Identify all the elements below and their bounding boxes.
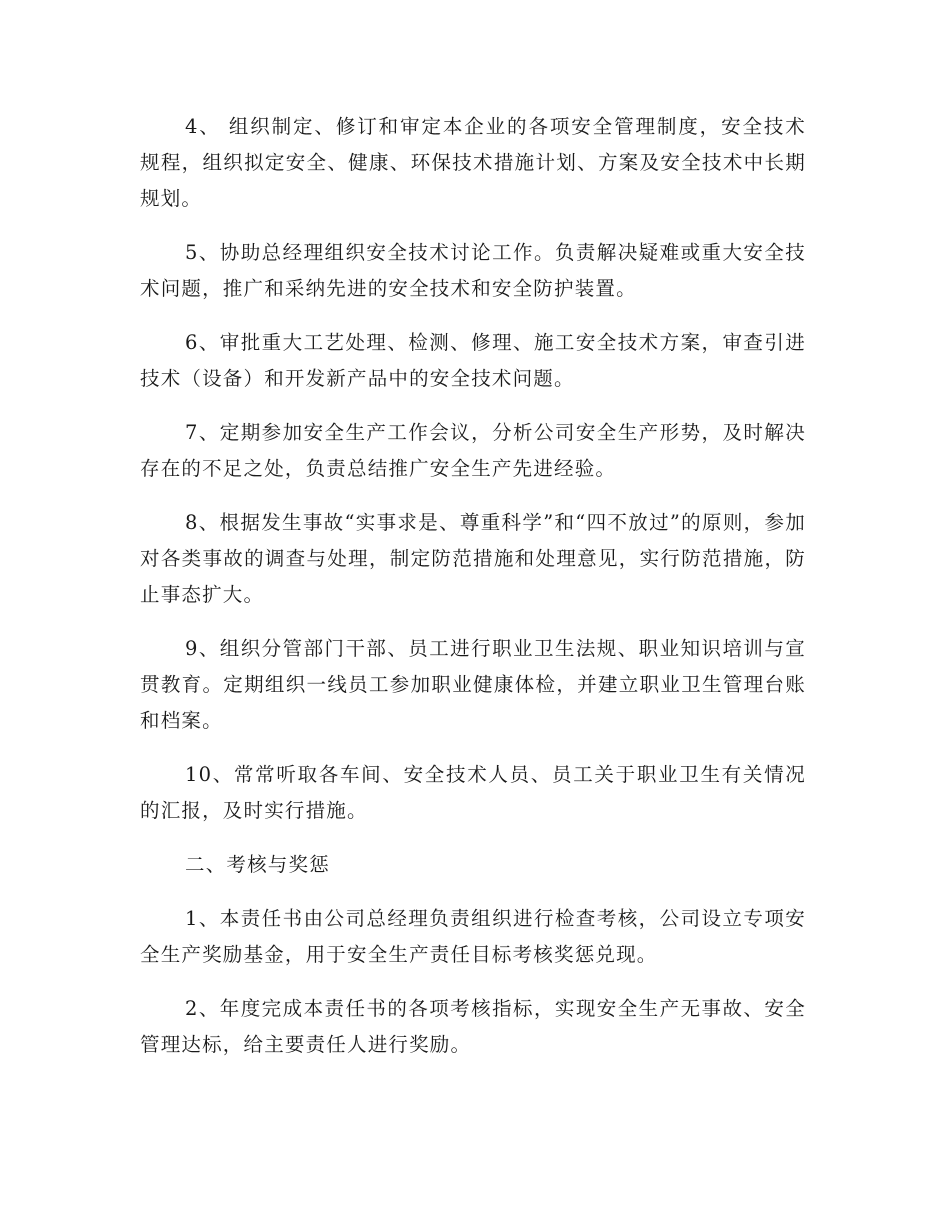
paragraph-gap [140, 487, 806, 505]
paragraph-item-7: 7、定期参加安全生产工作会议，分析公司安全生产形势，及时解决存在的不足之处，负责总结推广安全生产先进经验。 [140, 421, 806, 480]
paragraph-item-9: 9、组织分管部门干部、员工进行职业卫生法规、职业知识培训与宣贯教育。定期组织一线员工参加职业健康体检，并建立职业卫生管理台账和档案。 [140, 637, 806, 732]
paragraph-item-10: 10、常常听取各车间、安全技术人员、员工关于职业卫生有关情况的汇报，及时实行措施。 [140, 763, 806, 822]
paragraph-gap [140, 613, 806, 631]
paragraph-gap [140, 739, 806, 757]
paragraph-assessment-2: 2、年度完成本责任书的各项考核指标，实现安全生产无事故、安全管理达标，给主要责任人进行奖励。 [140, 997, 806, 1056]
paragraph-item-5: 5、协助总经理组织安全技术讨论工作。负责解决疑难或重大安全技术问题，推广和采纳先进的安全技术和安全防护装置。 [140, 241, 806, 300]
paragraph-gap [140, 307, 806, 325]
paragraph-gap [140, 397, 806, 415]
paragraph-gap [140, 973, 806, 991]
paragraph-gap [140, 217, 806, 235]
paragraph-item-8: 8、根据发生事故“实事求是、尊重科学”和“四不放过”的原则，参加对各类事故的调查与处理，制定防范措施和处理意见，实行防范措施，防止事态扩大。 [140, 511, 806, 606]
paragraph-item-4: 4、 组织制定、修订和审定本企业的各项安全管理制度，安全技术规程，组织拟定安全、健康、环保技术措施计划、方案及安全技术中长期规划。 [140, 115, 806, 210]
document-page [140, 109, 806, 1063]
paragraph-item-6: 6、审批重大工艺处理、检测、修理、施工安全技术方案，审查引进技术（设备）和开发新产品中的安全技术问题。 [140, 331, 806, 390]
paragraph-assessment-1: 1、本责任书由公司总经理负责组织进行检查考核，公司设立专项安全生产奖励基金，用于安全生产责任目标考核奖惩兑现。 [140, 907, 806, 966]
section-heading-assessment: 二、考核与奖惩 [185, 853, 330, 876]
paragraph-gap [140, 829, 806, 847]
paragraph-gap [140, 883, 806, 901]
